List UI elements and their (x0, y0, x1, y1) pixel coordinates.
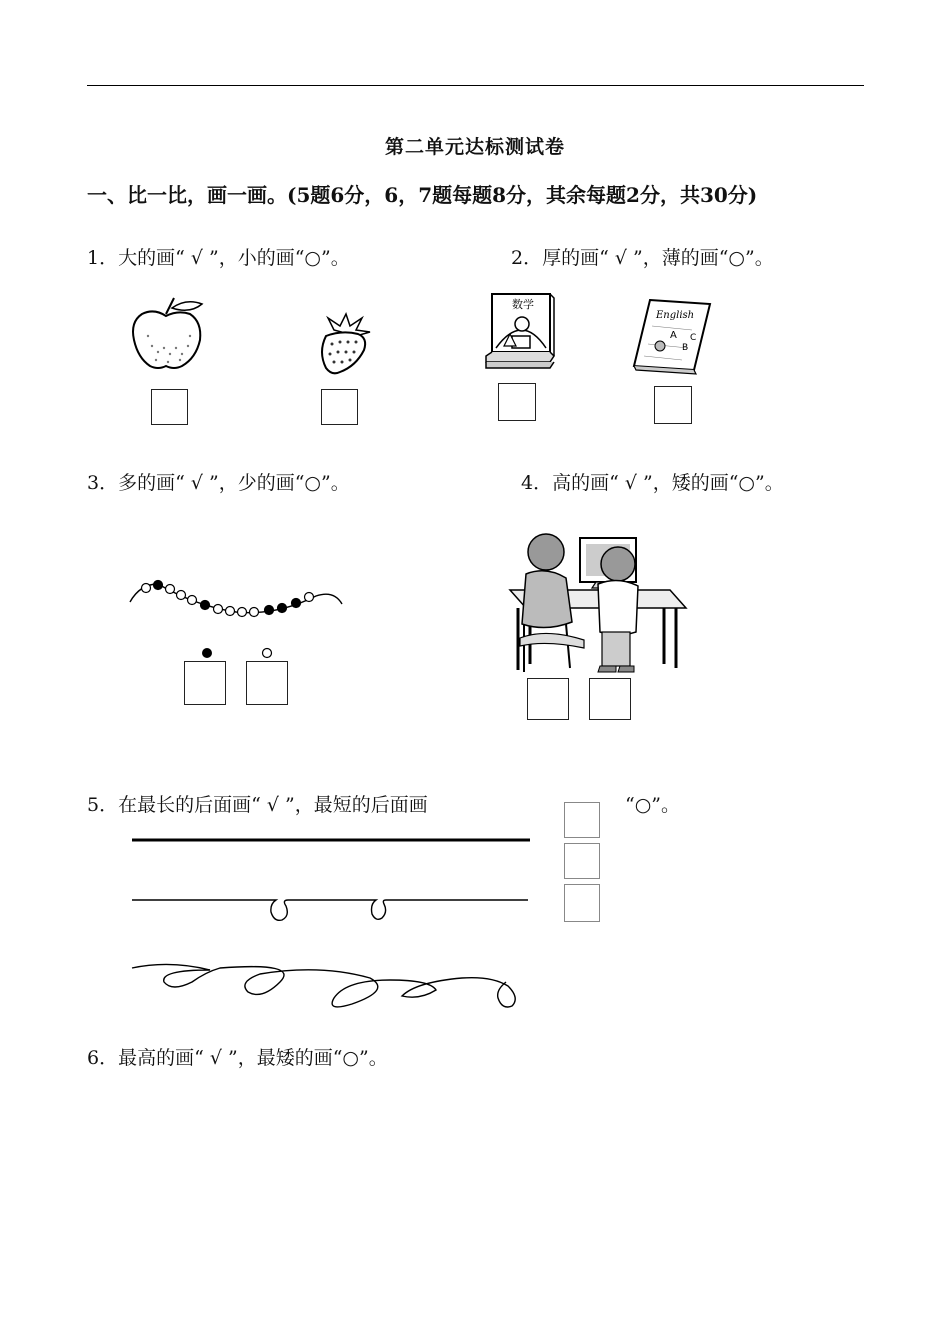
strawberry-icon (312, 312, 378, 378)
question-5-text-end: “○”。 (625, 794, 681, 816)
straight-line (130, 836, 532, 844)
book-letter-b: B (682, 343, 689, 353)
answer-box-apple[interactable] (151, 389, 188, 425)
question-1-text: 1．大的画“ √ ”，小的画“○”。 (87, 247, 350, 269)
answer-box-strawberry[interactable] (321, 389, 358, 425)
answer-box-right-child[interactable] (589, 678, 631, 720)
section-heading: 一、比一比，画一画。(5题6分，6，7题每题8分，其余每题2分，共30分) (87, 183, 758, 207)
answer-box-left-child[interactable] (527, 678, 569, 720)
curly-line (130, 958, 525, 1016)
children-at-computer-icon (500, 528, 690, 674)
answer-box-filled-beads[interactable] (184, 661, 226, 705)
answer-box-line-1[interactable] (564, 802, 600, 838)
answer-box-hollow-beads[interactable] (246, 661, 288, 705)
bead-string-icon (126, 576, 348, 622)
thick-book-icon (484, 290, 558, 372)
top-rule (87, 85, 864, 86)
answer-box-line-2[interactable] (564, 843, 600, 879)
question-5-text: 5．在最长的后面画“ √ ”，最短的后面画 (87, 794, 428, 816)
answer-box-thin-book[interactable] (654, 386, 692, 424)
answer-box-thick-book[interactable] (498, 383, 536, 421)
question-4-text: 4．高的画“ √ ”，矮的画“○”。 (521, 472, 784, 494)
hollow-bead-icon (261, 647, 273, 659)
math-book-label: 数学 (512, 298, 534, 311)
answer-box-line-3[interactable] (564, 884, 600, 922)
question-6-text: 6．最高的画“ √ ”，最矮的画“○”。 (87, 1047, 388, 1069)
question-2-text: 2．厚的画“ √ ”，薄的画“○”。 (511, 247, 774, 269)
apple-icon (128, 296, 208, 376)
looped-line (130, 894, 532, 924)
page-title: 第二单元达标测试卷 (384, 136, 565, 158)
filled-bead-icon (201, 647, 213, 659)
book-letter-c: C (690, 333, 697, 343)
thin-book-icon (632, 296, 712, 372)
question-3-text: 3．多的画“ √ ”，少的画“○”。 (87, 472, 350, 494)
book-letter-a: A (670, 330, 677, 341)
english-book-label: English (656, 310, 695, 321)
